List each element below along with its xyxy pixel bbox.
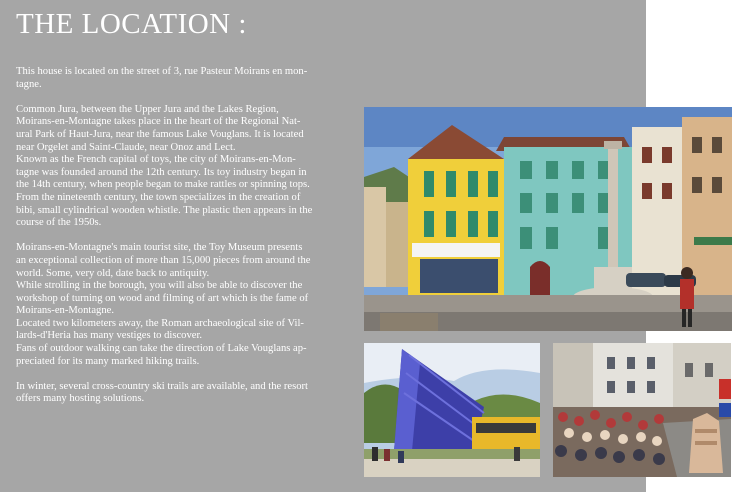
town-square-photo bbox=[364, 107, 732, 331]
paragraph-tourism: Moirans-en-Montagne's main tourist site, the Toy Museum presents an exceptional collection of more than 15,000 pieces from around the world. Some, very old, date back to antiquity. While strolling in the borough, you will also be able to discover the workshop of turning on wood and filming of art which is the fame of Moirans-en-Montagne. Located two kilometers away, the Roman archaeological site of Vil- lards-d'Heria has many vestiges to discover. Fans of outdoor walking can take the direction of Lake Vouglans ap- preciated for its many marked hiking trails. bbox=[16, 242, 311, 367]
paragraph-address: This house is located on the street of 3, rue Pasteur Moirans en mon- tagne. bbox=[16, 66, 308, 90]
street-festival-photo bbox=[553, 343, 731, 477]
page-title: THE LOCATION : bbox=[16, 8, 247, 40]
paragraph-winter: In winter, several cross-country ski trails are available, and the resort offers many hosting solutions. bbox=[16, 380, 308, 405]
toy-museum-photo bbox=[364, 343, 540, 477]
description-text bbox=[16, 66, 346, 419]
paragraph-history: Common Jura, between the Upper Jura and the Lakes Region, Moirans-en-Montagne takes place in the heart of the Regional Nat- ural Park of Haut-Jura, near the famous Lake Vouglans. It is located near Orgelet and Saint-Claude, near Onoz and Lect. Known as the French capital of toys, the city of Moirans-en-Mon- tagne was founded around the 12th century. Its toy industry began in the 14th century, when people began to make rattles or spinning tops. From the nineteenth century, the town specializes in the creation of bibi, small cylindrical wooden whistle. The plastic then appears in the course of the 1950s. bbox=[16, 103, 313, 229]
